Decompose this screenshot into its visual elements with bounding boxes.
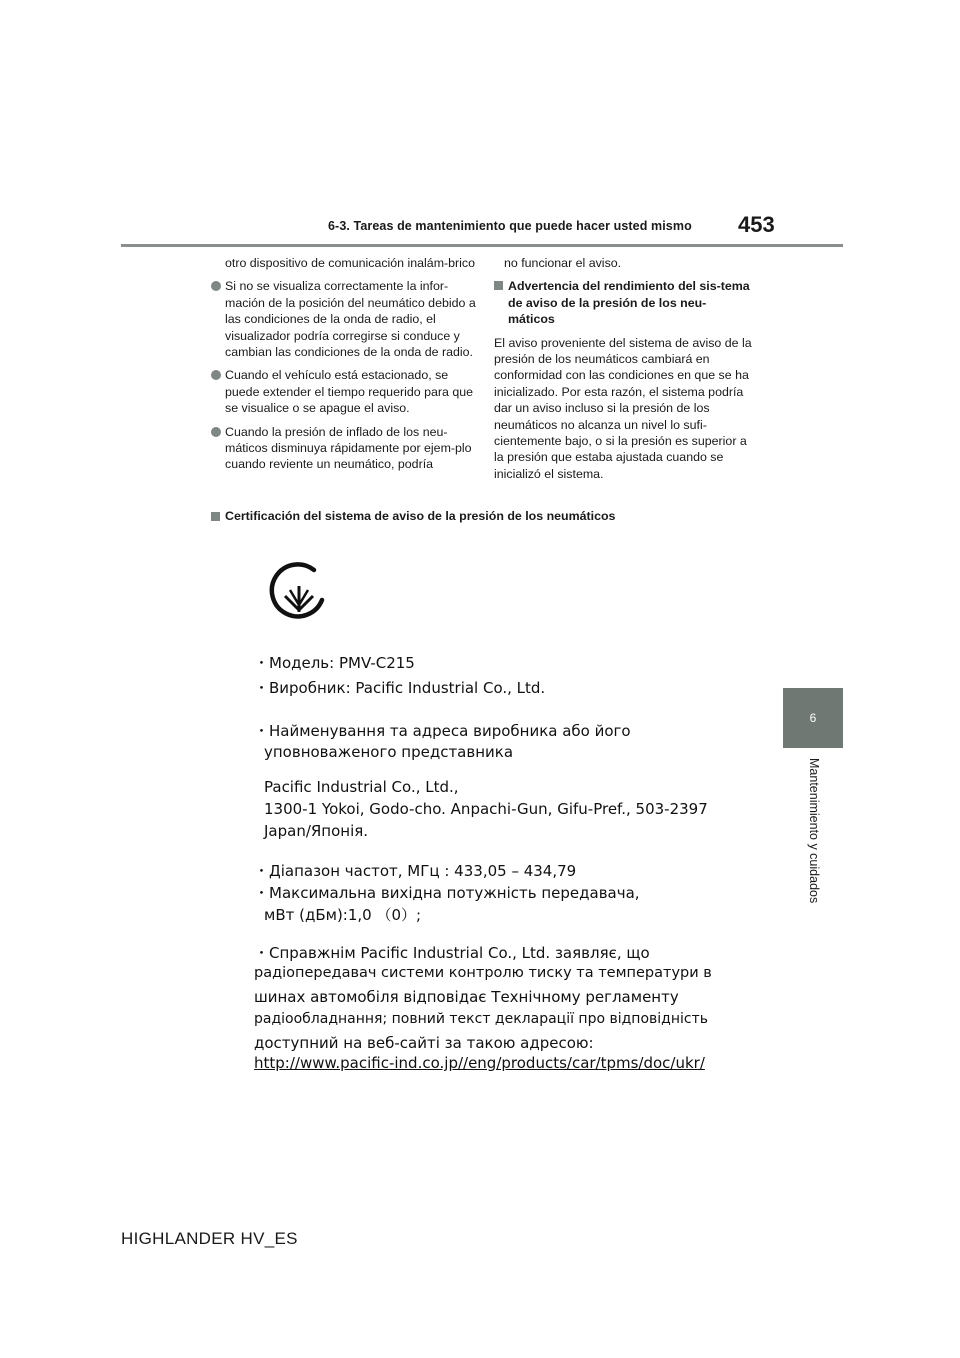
continued-text: no funcionar el aviso. — [504, 256, 622, 270]
cert-line: ・Найменування та адреса виробника або його — [254, 722, 631, 740]
bullet-item — [211, 278, 476, 360]
chapter-title: Mantenimiento y cuidados — [807, 758, 821, 904]
cert-line: ・Модель: PMV-C215 — [254, 654, 415, 672]
cert-line: радіопередавач системи контролю тиску та температури в — [254, 965, 712, 981]
left-column — [211, 255, 476, 480]
ukrainian-conformity-mark-icon — [268, 560, 330, 622]
cert-line: ・Діапазон частот, МГц : 433,05 – 434,79 — [254, 862, 577, 880]
cert-url-link[interactable]: http://www.pacific-ind.co.jp//eng/products/car/tpms/doc/ukr/ — [254, 1054, 705, 1072]
certification-heading — [211, 509, 771, 523]
page-number: 453 — [738, 212, 775, 237]
continued-text: otro dispositivo de comunicación inalám-brico — [225, 256, 475, 270]
bullet-dot-icon — [211, 370, 221, 380]
right-column — [494, 255, 752, 489]
cert-line: шинах автомобіля відповідає Технічному регламенту — [254, 988, 679, 1006]
bullet-text: Cuando el vehículo está estacionado, se puede extender el tiempo requerido para que se visualice o se apague el aviso. — [225, 368, 473, 416]
square-bullet-icon — [494, 281, 503, 290]
footer-model: HIGHLANDER HV_ES — [121, 1229, 298, 1248]
cert-line: ・Справжнім Pacific Industrial Co., Ltd. заявляє, що — [254, 944, 650, 962]
header-divider — [121, 244, 843, 247]
cert-line: Japan/Японія. — [264, 822, 369, 840]
section-title: 6-3. Tareas de mantenimiento que puede hacer usted mismo — [328, 219, 692, 233]
bullet-item — [211, 424, 476, 473]
certification-heading-text: Certificación del sistema de aviso de la presión de los neumáticos — [225, 509, 616, 523]
cert-line: ・Максимальна вихідна потужність передавача, — [254, 884, 640, 902]
bullet-text: Cuando la presión de inflado de los neu-máticos disminuya rápidamente por ejem-plo cuando reviente un neumático, podría — [225, 424, 472, 472]
chapter-tab — [783, 688, 843, 748]
cert-line: радіообладнання; повний текст декларації про відповідність — [254, 1011, 708, 1027]
chapter-number: 6 — [809, 711, 817, 725]
cert-line: ・Виробник: Pacific Industrial Co., Ltd. — [254, 679, 546, 697]
cert-line: уповноваженого представника — [264, 743, 514, 761]
cert-line: мВт (дБм):1,0 （0）; — [264, 906, 422, 924]
bullet-text: Si no se visualiza correctamente la infor-mación de la posición del neumático debido a las condiciones de la onda de radio, el visualizador podría corregirse si conduce y cambian las condiciones de la onda de radio. — [225, 279, 476, 360]
bullet-dot-icon — [211, 427, 221, 437]
subsection-heading-text: Advertencia del rendimiento del sis-tema de aviso de la presión de los neu-máticos — [508, 279, 750, 327]
bullet-dot-icon — [211, 281, 221, 291]
certification-image — [230, 540, 730, 1100]
bullet-item — [211, 367, 476, 416]
cert-line: доступний на веб-сайті за такою адресою: — [254, 1034, 594, 1052]
cert-line: Pacific Industrial Co., Ltd., — [264, 778, 459, 796]
square-bullet-icon — [211, 512, 220, 521]
subsection-body: El aviso proveniente del sistema de aviso de la presión de los neumáticos cambiará en conformidad con las condiciones en que se ha inicializado. Por esta razón, el sistema podría dar un aviso incluso si la presión de los neumáticos no alcanza un nivel lo sufi-cientemente bajo, o si la presión es superior a la presión que estaba ajustada cuando se inicializó el sistema. — [494, 335, 752, 481]
subsection-heading — [494, 278, 752, 327]
cert-line: 1300-1 Yokoi, Godo-cho. Anpachi-Gun, Gifu-Pref., 503-2397 — [264, 800, 708, 818]
